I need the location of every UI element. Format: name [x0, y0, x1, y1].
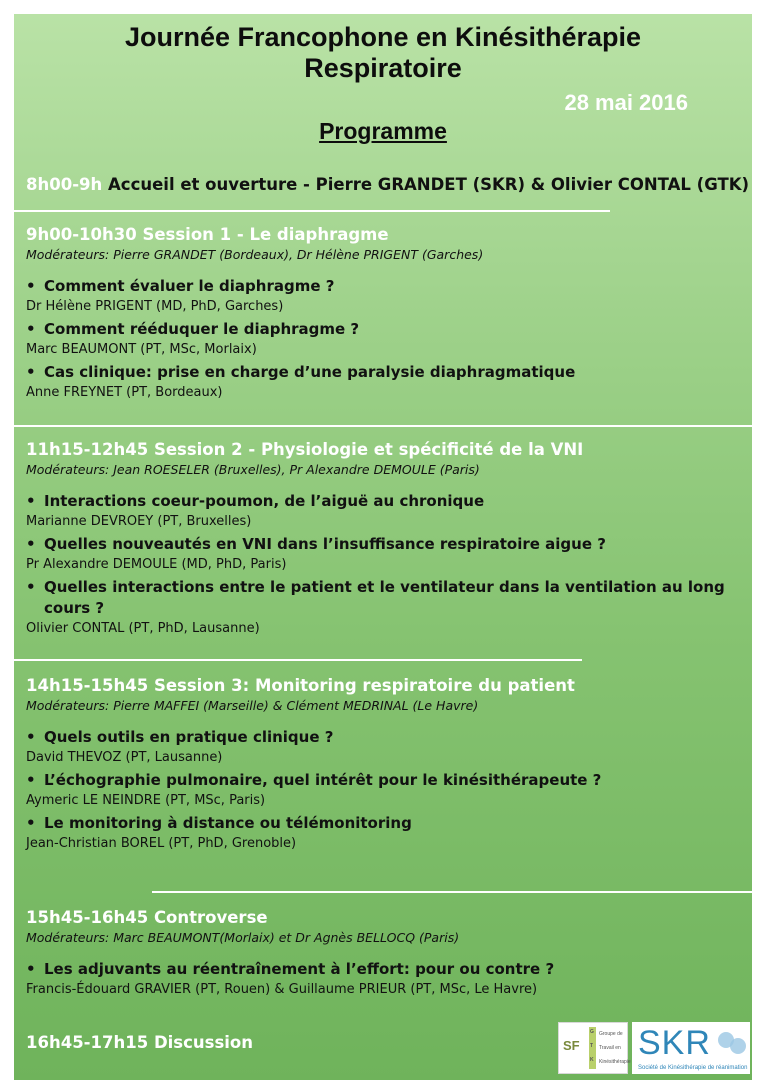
talk-speaker: Pr Alexandre DEMOULE (MD, PhD, Paris)	[26, 557, 287, 572]
talk-speaker: Marianne DEVROEY (PT, Bruxelles)	[26, 514, 252, 529]
talk-speaker: Aymeric LE NEINDRE (PT, MSc, Paris)	[26, 793, 266, 808]
skr-logo	[632, 1022, 750, 1074]
session-heading	[26, 224, 742, 246]
bullet-icon: •	[26, 535, 36, 553]
gtk-logo	[558, 1022, 631, 1074]
bullet-icon: •	[26, 277, 36, 295]
talk-item	[26, 577, 742, 619]
session-2	[26, 439, 742, 641]
talk-speaker: Marc BEAUMONT (PT, MSc, Morlaix)	[26, 342, 257, 357]
session-moderators: Modérateurs: Pierre MAFFEI (Marseille) & Clément MEDRINAL (Le Havre)	[26, 698, 479, 713]
session-title: Controverse	[153, 908, 268, 927]
poster-title	[14, 22, 752, 84]
talk-speaker: Anne FREYNET (PT, Bordeaux)	[26, 385, 223, 400]
talk-item	[26, 491, 742, 512]
talk-item	[26, 362, 742, 383]
programme-poster	[14, 14, 752, 1080]
session-title: Session 1 - Le diaphragme	[142, 225, 389, 244]
talk-title: Comment évaluer le diaphragme ?	[44, 277, 335, 295]
talk-title: L’échographie pulmonaire, quel intérêt pour le kinésithérapeute ?	[44, 771, 602, 789]
opening-time: 8h00-9h	[26, 175, 103, 194]
session-heading	[26, 439, 742, 461]
talk-item	[26, 534, 742, 555]
session-moderators: Modérateurs: Pierre GRANDET (Bordeaux), Dr Hélène PRIGENT (Garches)	[26, 247, 484, 262]
session-3	[26, 675, 742, 856]
talk-item	[26, 727, 742, 748]
talk-speaker: David THEVOZ (PT, Lausanne)	[26, 750, 223, 765]
session-time: 11h15-12h45	[26, 440, 149, 459]
talk-title: Quelles interactions entre le patient et le ventilateur dans la ventilation au long cours ?	[44, 578, 725, 617]
talk-title: Quelles nouveautés en VNI dans l’insuffisance respiratoire aigue ?	[44, 535, 606, 553]
talk-speaker: Olivier CONTAL (PT, PhD, Lausanne)	[26, 621, 260, 636]
event-date: 28 mai 2016	[564, 90, 688, 115]
programme-heading: Programme	[319, 118, 447, 144]
sponsor-logos	[558, 1022, 750, 1074]
session-time: 15h45-16h45	[26, 908, 149, 927]
opening-block	[26, 174, 750, 196]
gtk-logo-text: SF	[563, 1038, 580, 1053]
gtk-letter: K	[590, 1057, 594, 1063]
talk-speaker: Francis-Édouard GRAVIER (PT, Rouen) & Guillaume PRIEUR (PT, MSc, Le Havre)	[26, 982, 538, 997]
talk-item	[26, 319, 742, 340]
bullet-icon: •	[26, 492, 36, 510]
title-line-1: Journée Francophone en Kinésithérapie	[124, 22, 642, 52]
session-moderators: Modérateurs: Marc BEAUMONT(Morlaix) et Dr Agnès BELLOCQ (Paris)	[26, 930, 460, 945]
divider	[14, 210, 610, 212]
talk-speaker: Jean-Christian BOREL (PT, PhD, Grenoble)	[26, 836, 297, 851]
session-1	[26, 224, 742, 405]
talk-item	[26, 959, 742, 980]
closing-title: Discussion	[153, 1033, 254, 1052]
gtk-caption: Groupe de	[599, 1031, 623, 1037]
skr-logo-text: SKR	[638, 1024, 711, 1062]
divider	[14, 425, 752, 427]
session-moderators: Modérateurs: Jean ROESELER (Bruxelles), Pr Alexandre DEMOULE (Paris)	[26, 462, 480, 477]
skr-logo-caption: Société de Kinésithérapie de réanimation	[638, 1065, 748, 1071]
divider	[14, 659, 582, 661]
gtk-caption: Kinésithérapie	[599, 1059, 631, 1065]
bullet-icon: •	[26, 814, 36, 832]
bullet-icon: •	[26, 320, 36, 338]
title-line-2: Respiratoire	[304, 53, 462, 83]
bullet-icon: •	[26, 578, 36, 596]
talk-item	[26, 770, 742, 791]
session-title: Session 2 - Physiologie et spécificité de la VNI	[153, 440, 584, 459]
bullet-icon: •	[26, 960, 36, 978]
talk-title: Cas clinique: prise en charge d’une paralysie diaphragmatique	[44, 363, 576, 381]
talk-title: Interactions coeur-poumon, de l’aiguë au chronique	[44, 492, 485, 510]
gtk-caption: Travail en	[599, 1045, 621, 1051]
talk-title: Quels outils en pratique clinique ?	[44, 728, 334, 746]
talk-speaker: Dr Hélène PRIGENT (MD, PhD, Garches)	[26, 299, 284, 314]
session-heading	[26, 907, 742, 929]
session-title: Session 3: Monitoring respiratoire du patient	[153, 676, 575, 695]
talk-item	[26, 276, 742, 297]
skr-logo-mark	[730, 1038, 746, 1054]
opening-line	[26, 174, 750, 196]
talk-title: Les adjuvants au réentraînement à l’effort: pour ou contre ?	[44, 960, 555, 978]
talk-item	[26, 813, 742, 834]
gtk-letter: T	[590, 1043, 594, 1049]
bullet-icon: •	[26, 728, 36, 746]
session-controverse	[26, 907, 742, 1002]
closing-time: 16h45-17h15	[26, 1033, 149, 1052]
bullet-icon: •	[26, 363, 36, 381]
opening-text: Accueil et ouverture - Pierre GRANDET (SKR) & Olivier CONTAL (GTK)	[108, 175, 750, 194]
gtk-letter: G	[590, 1029, 594, 1035]
divider	[152, 891, 752, 893]
session-time: 9h00-10h30	[26, 225, 137, 244]
talk-title: Comment rééduquer le diaphragme ?	[44, 320, 360, 338]
talk-title: Le monitoring à distance ou télémonitoring	[44, 814, 412, 832]
session-time: 14h15-15h45	[26, 676, 149, 695]
session-heading	[26, 675, 742, 697]
bullet-icon: •	[26, 771, 36, 789]
